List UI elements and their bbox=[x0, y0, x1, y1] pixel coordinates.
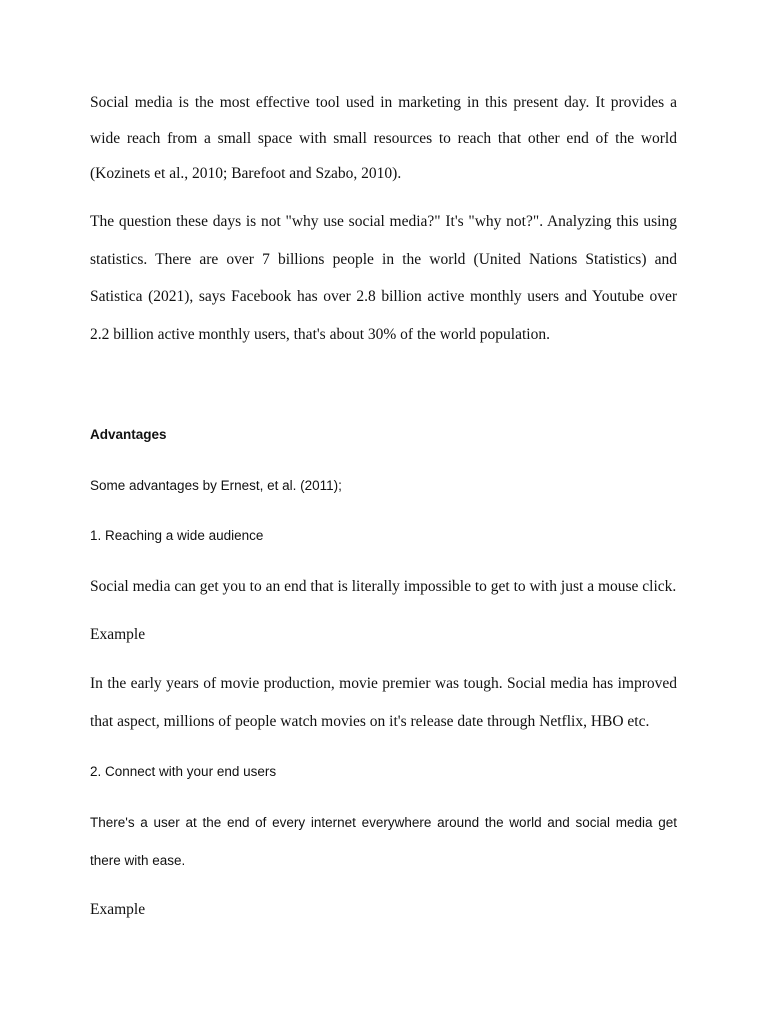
advantages-intro: Some advantages by Ernest, et al. (2011); bbox=[90, 478, 342, 493]
point1-example-text: In the early years of movie production, movie premier was tough. Social media has improved that aspect, millions of people watch movies on it's release date through Netflix, HBO etc. bbox=[90, 675, 677, 730]
point2-example-label: Example bbox=[90, 901, 146, 918]
point1-title: 1. Reaching a wide audience bbox=[90, 528, 264, 543]
point2-title: 2. Connect with your end users bbox=[90, 764, 277, 779]
point2-text: There's a user at the end of every internet everywhere around the world and social media get there with ease. bbox=[90, 815, 677, 868]
intro-paragraph: Social media is the most effective tool used in marketing in this present day. It provides a wide reach from a small space with small resources to reach that other end of the world (Kozinets et al., 2010; Barefoot and Szabo, 2010). bbox=[90, 94, 677, 182]
point1-text: Social media can get you to an end that is literally impossible to get to with just a mouse click. bbox=[90, 578, 677, 595]
point1-example-label: Example bbox=[90, 626, 146, 643]
statistics-paragraph: The question these days is not "why use social media?" It's "why not?". Analyzing this using statistics. There are over 7 billions people in the world (United Nations Statistics) and Satistica (2021), says Facebook has over 2.8 billion active monthly users and Youtube over 2.2 billion active monthly users, that's about 30% of the world population. bbox=[90, 213, 677, 343]
advantages-heading: Advantages bbox=[90, 427, 167, 442]
